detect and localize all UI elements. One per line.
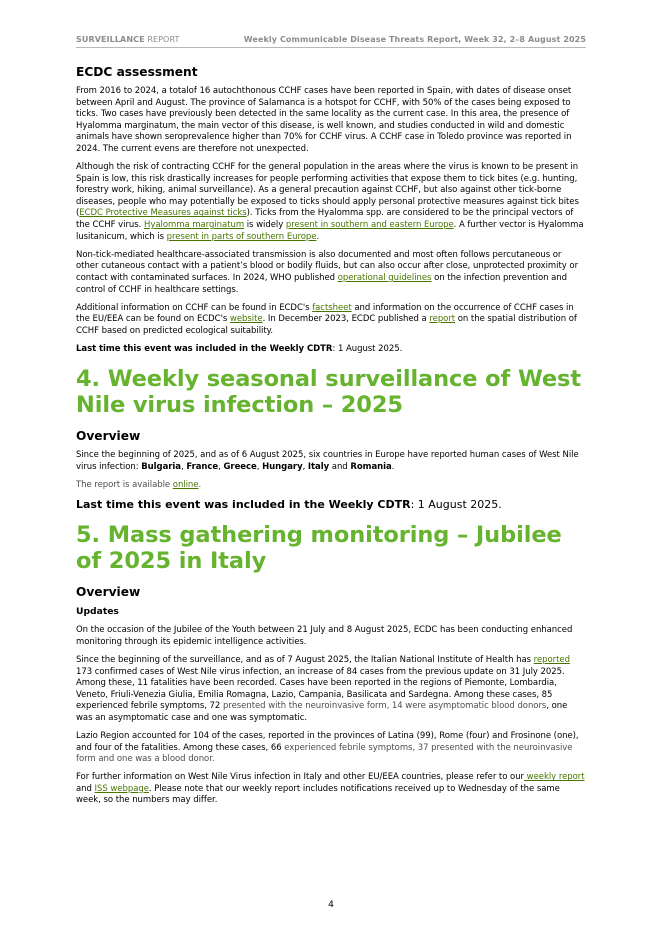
ecdc-paragraph-4: Additional information on CCHF can be found in ECDC's factsheet and information on the occurrence of CCHF cases in the EU/EEA can be found on ECDC's website. In December 2023, ECDC published a report on the spatial distribution of CCHF based on predicted ecological suitability.	[76, 302, 577, 336]
ecdc-assessment-heading: ECDC assessment	[76, 65, 198, 79]
operational-guidelines-link[interactable]: operational guidelines	[337, 272, 432, 283]
factsheet-link[interactable]: factsheet	[312, 302, 352, 313]
ecdc-paragraph-1: From 2016 to 2024, a totalof 16 autochthonous CCHF cases have been reported in Spain, with dates of disease onset between April and August. The province of Salamanca is a hotspot for CCHF, with 50% of the cases being exposed to ticks. Two cases have previously been detected in the same locality as the current case. In this area, the presence of Hyalomma marginatum, the main vector of this disease, is well known, and studies conducted in wild and domestic animals have shown seroprevalence higher than 70% for CCHF virus. A CCHF case in Toledo province was reported in 2024. The current evens are therefore not unexpected.	[76, 86, 572, 154]
iss-reported-link[interactable]: reported	[533, 654, 570, 665]
ecdc-last-included: Last time this event was included in the Weekly CDTR: 1 August 2025.	[76, 343, 403, 354]
section-4-last-included: Last time this event was included in the Weekly CDTR: 1 August 2025.	[76, 498, 502, 512]
online-report-link[interactable]: online	[172, 480, 199, 491]
section-5-heading: 5. Mass gathering monitoring – Jubilee of 2025 in Italy	[76, 522, 562, 575]
southern-eastern-europe-link[interactable]: present in southern and eastern Europe	[285, 220, 454, 231]
page-number: 4	[328, 900, 334, 910]
report-title: Weekly Communicable Disease Threats Report, Week 32, 2–8 August 2025	[243, 35, 586, 44]
ecdc-paragraph-3: Non-tick-mediated healthcare-associated transmission is also documented and most often follows percutaneous or other cutaneous contact with a patient’s blood or bodily fluids, but can also occur after close, unprotected proximity or contact with contaminated surfaces. In 2024, WHO published operational guidelines on the infection prevention and control of CCHF in healthcare settings.	[76, 249, 579, 295]
section-4-paragraph-2: The report is available online.	[76, 480, 202, 491]
section-4-heading: 4. Weekly seasonal surveillance of West Nile virus infection – 2025	[76, 366, 581, 419]
section-4-paragraph-1: Since the beginning of 2025, and as of 6 August 2025, six countries in Europe have reported human cases of West Nile virus infection: Bulgaria, France, Greece, Hungary, Italy and Romania.	[76, 450, 579, 473]
section-5-paragraph-3: Lazio Region accounted for 104 of the cases, reported in the provinces of Latina (99), Rome (four) and Frosinone (one), and four of the fatalities. Among these cases, 66 experienced febrile symptoms, 37 presented with the neuroinvasive form and one was a blood donor.	[76, 731, 579, 765]
section-5-updates-heading: Updates	[76, 606, 119, 618]
report-link[interactable]: report	[429, 314, 456, 325]
section-5-paragraph-2: Since the beginning of the surveillance, and as of 7 August 2025, the Italian National Institute of Health has reported 173 confirmed cases of West Nile virus infection, an increase of 84 cases from the previous update on 31 July 2025. Among these, 11 fatalities have been recorded. Cases have been reported in the regions of Piemonte, Lombardia, Veneto, Friuli-Venezia Giulia, Emilia Romagna, Lazio, Campania, Basilicata and Sardegna. Among these cases, 85 experienced febrile symptoms, 72 presented with the neuroinvasive form, 14 were asymptomatic blood donors, one was an asymptomatic case and one was symptomatic.	[76, 654, 570, 723]
section-5-overview-heading: Overview	[76, 585, 141, 600]
section-5-paragraph-1: On the occasion of the Jubilee of the Youth between 21 July and 8 August 2025, ECDC has been conducting enhanced monitoring through its epidemic intelligence activities.	[76, 625, 573, 647]
website-link[interactable]: website	[229, 314, 263, 325]
section-5-paragraph-4: For further information on West Nile Virus infection in Italy and other EU/EEA countries, please refer to our weekly report and ISS webpage. Please note that our weekly report includes notifications received up to Wednesday of the same week, so the numbers may differ.	[76, 772, 585, 806]
southern-europe-link[interactable]: present in parts of southern Europe	[166, 231, 317, 242]
page-content	[76, 64, 586, 814]
iss-webpage-link[interactable]: ISS webpage	[94, 783, 149, 794]
hyalomma-marginatum-link[interactable]: Hyalomma marginatum	[143, 220, 245, 231]
protective-measures-link[interactable]: ECDC Protective Measures against ticks	[79, 208, 247, 219]
section-4-overview-heading: Overview	[76, 429, 141, 444]
report-type-label: SURVEILLANCE REPORT	[76, 35, 180, 44]
running-header	[76, 34, 586, 48]
ecdc-paragraph-2: Although the risk of contracting CCHF for the general population in the areas where the virus is known to be present in Spain is low, this risk drastically increases for people performing activities that expose them to tick bites (e.g. hunting, forestry work, hiking, animal surveillance). As a general precaution against CCHF, but also against other tick-borne diseases, people who may potentially be exposed to ticks should apply personal protective measures against tick bites (ECDC Protective Measures against ticks). Ticks from the Hyalomma spp. are considered to be the principal vectors of the CCHF virus. Hyalomma marginatum is widely present in southern and eastern Europe. A further vector is Hyalomma lusitanicum, which is present in parts of southern Europe.	[76, 162, 584, 242]
weekly-report-link[interactable]: weekly report	[524, 772, 585, 783]
